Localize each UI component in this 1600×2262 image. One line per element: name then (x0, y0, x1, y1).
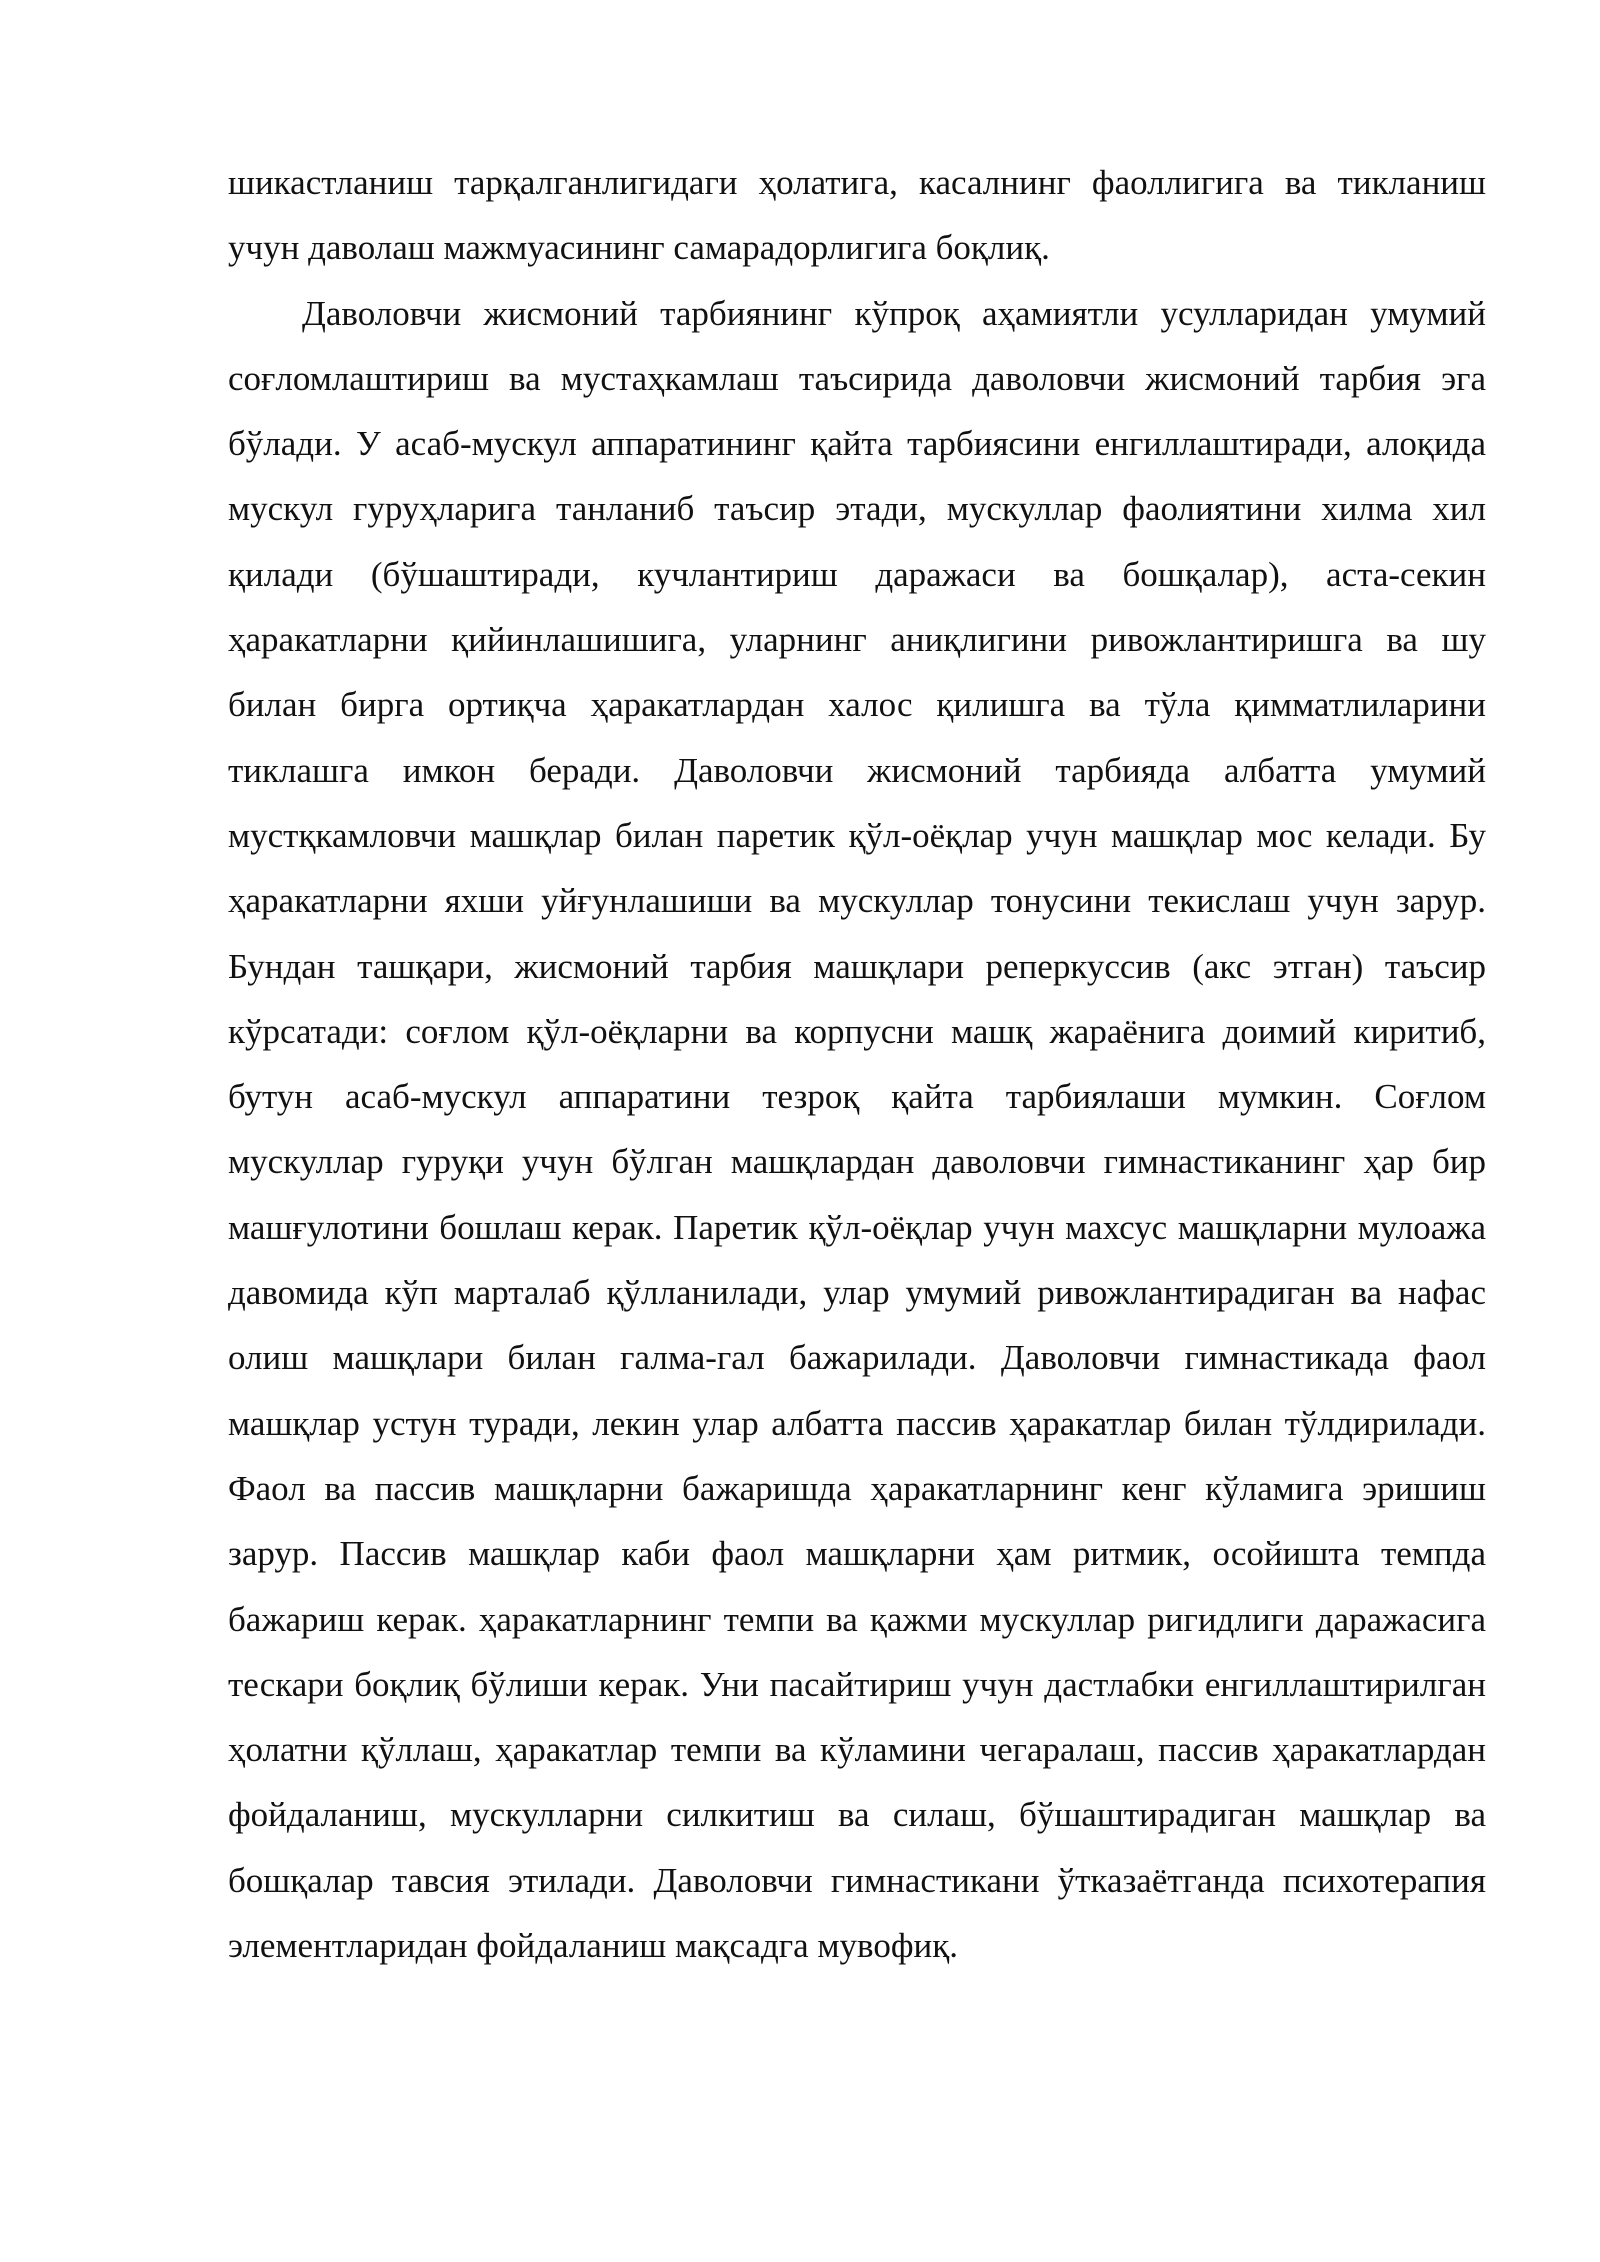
paragraph-1: шикастланиш тарқалганлигидаги ҳолатига, касалнинг фаоллигига ва тикланиш учун даволаш мажмуасининг самарадорлигига боқлиқ. (228, 163, 1486, 268)
paragraph-2: Даволовчи жисмоний тарбиянинг кўпроқ аҳамиятли усулларидан умумий соғломлаштириш ва мустаҳкамлаш таъсирида даволовчи жисмоний тарбия эга бўлади. У асаб-мускул аппаратининг қайта тарбиясини енгиллаштиради, алоқида мускул гуруҳларига танланиб таъсир этади, мускуллар фаолиятини хилма хил қилади (бўшаштиради, кучлантириш даражаси ва бошқалар), аста-секин ҳаракатларни қийинлашишига, уларнинг аниқлигини ривожлантиришга ва шу билан бирга ортиқча ҳаракатлардан халос қилишга ва тўла қимматлиларини тиклашга имкон беради. Даволовчи жисмоний тарбияда албатта умумий мустқкамловчи машқлар билан паретик қўл-оёқлар учун машқлар мос келади. Бу ҳаракатларни яхши уйғунлашиши ва мускуллар тонусини текислаш учун зарур. Бундан ташқари, жисмоний тарбия машқлари реперкуссив (акс этган) таъсир кўрсатади: соғлом қўл-оёқларни ва корпусни машқ жараёнига доимий киритиб, бутун асаб-мускул аппаратини тезроқ қайта тарбиялаши мумкин. Соғлом мускуллар гуруқи учун бўлган машқлардан даволовчи гимнастиканинг ҳар бир машғулотини бошлаш керак. Паретик қўл-оёқлар учун махсус машқларни мулоажа давомида кўп марталаб қўлланилади, улар умумий ривожлантирадиган ва нафас олиш машқлари билан галма-гал бажарилади. Даволовчи гимнастикада фаол машқлар устун туради, лекин улар албатта пассив ҳаракатлар билан тўлдирилади. Фаол ва пассив машқларни бажаришда ҳаракатларнинг кенг кўламига эришиш зарур. Пассив машқлар каби фаол машқларни ҳам ритмик, осойишта темпда бажариш керак. ҳаракатларнинг темпи ва қажми мускуллар ригидлиги даражасига тескари боқлиқ бўлиши керак. Уни пасайтириш учун дастлабки енгиллаштирилган ҳолатни қўллаш, ҳаракатлар темпи ва кўламини чегаралаш, пассив ҳаракатлардан фойдаланиш, мускулларни силкитиш ва силаш, бўшаштирадиган машқлар ва бошқалар тавсия этилади. Даволовчи гимнастикани ўтказаётганда психотерапия элементларидан фойдаланиш мақсадга мувофиқ. (228, 293, 1486, 1966)
document-body (228, 150, 1486, 1978)
